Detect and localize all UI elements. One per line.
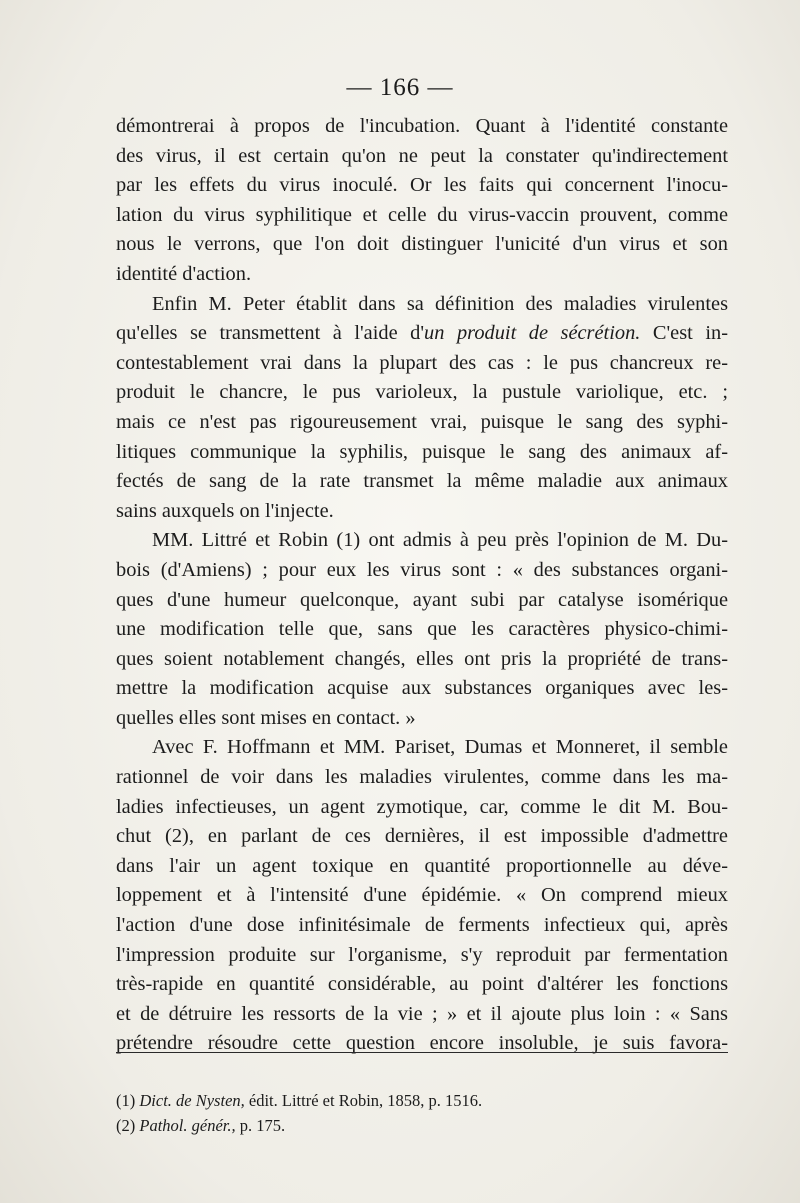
- text-line: sains auxquels on l'injecte.: [116, 499, 334, 522]
- italic-run: un produit de sécrétion.: [424, 322, 641, 345]
- text-line: [116, 319, 728, 349]
- text-line: une modification telle que, sans que les caractères physico-chimi-: [116, 618, 728, 641]
- text-line: mais ce n'est pas rigoureusement vrai, puisque le sang des syphi-: [116, 410, 728, 433]
- text-line: rationnel de voir dans les maladies virulentes, comme dans les ma-: [116, 766, 728, 789]
- text-line: MM. Littré et Robin (1) ont admis à peu près l'opinion de M. Du-: [152, 529, 728, 552]
- text-run: C'est in-: [640, 322, 728, 345]
- text-line: très-rapide en quantité considérable, au point d'altérer les fonctions: [116, 973, 728, 996]
- text-line: ladies infectieuses, un agent zymotique, car, comme le dit M. Bou-: [116, 795, 728, 818]
- text-line: Enfin M. Peter établit dans sa définition des maladies virulentes: [152, 292, 728, 315]
- body-text: [116, 112, 728, 1059]
- text-line: et de détruire les ressorts de la vie ; » et il ajoute plus loin : « Sans: [116, 1002, 728, 1025]
- text-line: par les effets du virus inoculé. Or les faits qui concernent l'inocu-: [116, 174, 728, 197]
- text-run: qu'elles se transmettent à l'aide d': [116, 322, 425, 345]
- text-line: litiques communique la syphilis, puisque le sang des animaux af-: [116, 440, 728, 463]
- text-line: nous le verrons, que l'on doit distinguer l'unicité d'un virus et son: [116, 233, 728, 256]
- footnote-title: Pathol. génér.,: [139, 1116, 236, 1135]
- footnote-divider: [116, 1052, 728, 1053]
- text-line: produit le chancre, le pus varioleux, la pustule variolique, etc. ;: [116, 381, 728, 404]
- footnote-marker: (2): [116, 1116, 140, 1135]
- text-line: contestablement vrai dans la plupart des cas : le pus chancreux re-: [116, 351, 728, 374]
- text-line: l'action d'une dose infinitésimale de ferments infectieux qui, après: [116, 914, 728, 937]
- text-line: identité d'action.: [116, 262, 252, 285]
- text-line: chut (2), en parlant de ces dernières, il est impossible d'admettre: [116, 825, 728, 848]
- text-line: Avec F. Hoffmann et MM. Pariset, Dumas et Monneret, il semble: [152, 736, 728, 759]
- text-line: quelles elles sont mises en contact. »: [116, 706, 416, 729]
- text-line: démontrerai à propos de l'incubation. Quant à l'identité constante: [116, 115, 728, 137]
- text-line: bois (d'Amiens) ; pour eux les virus sont : « des substances organi-: [116, 558, 728, 581]
- text-line: l'impression produite sur l'organisme, s'y reproduit par fermentation: [116, 943, 728, 966]
- footnote-2: [116, 1113, 728, 1138]
- text-line: dans l'air un agent toxique en quantité proportionnelle au déve-: [116, 854, 728, 877]
- text-line: mettre la modification acquise aux substances organiques avec les-: [116, 677, 728, 700]
- footnote-title: Dict. de Nysten,: [139, 1091, 245, 1110]
- text-line: prétendre résoudre cette question encore insoluble, je suis favora-: [116, 1032, 728, 1055]
- footnote-1: [116, 1088, 728, 1113]
- text-line: ques soient notablement changés, elles ont pris la propriété de trans-: [116, 647, 728, 670]
- text-line: lation du virus syphilitique et celle du virus-vaccin prouvent, comme: [116, 203, 728, 226]
- text-line: fectés de sang de la rate transmet la même maladie aux animaux: [116, 470, 728, 493]
- footnotes: [116, 1088, 728, 1138]
- text-line: ques d'une humeur quelconque, ayant subi par catalyse isomérique: [116, 588, 728, 611]
- footnote-text: p. 175.: [235, 1116, 286, 1135]
- page-number: — 166 —: [346, 74, 454, 101]
- text-line: des virus, il est certain qu'on ne peut la constater qu'indirectement: [116, 144, 728, 167]
- footnote-text: édit. Littré et Robin, 1858, p. 1516.: [244, 1091, 483, 1110]
- text-line: loppement et à l'intensité d'une épidémie. « On comprend mieux: [116, 884, 728, 907]
- footnote-marker: (1): [116, 1091, 140, 1110]
